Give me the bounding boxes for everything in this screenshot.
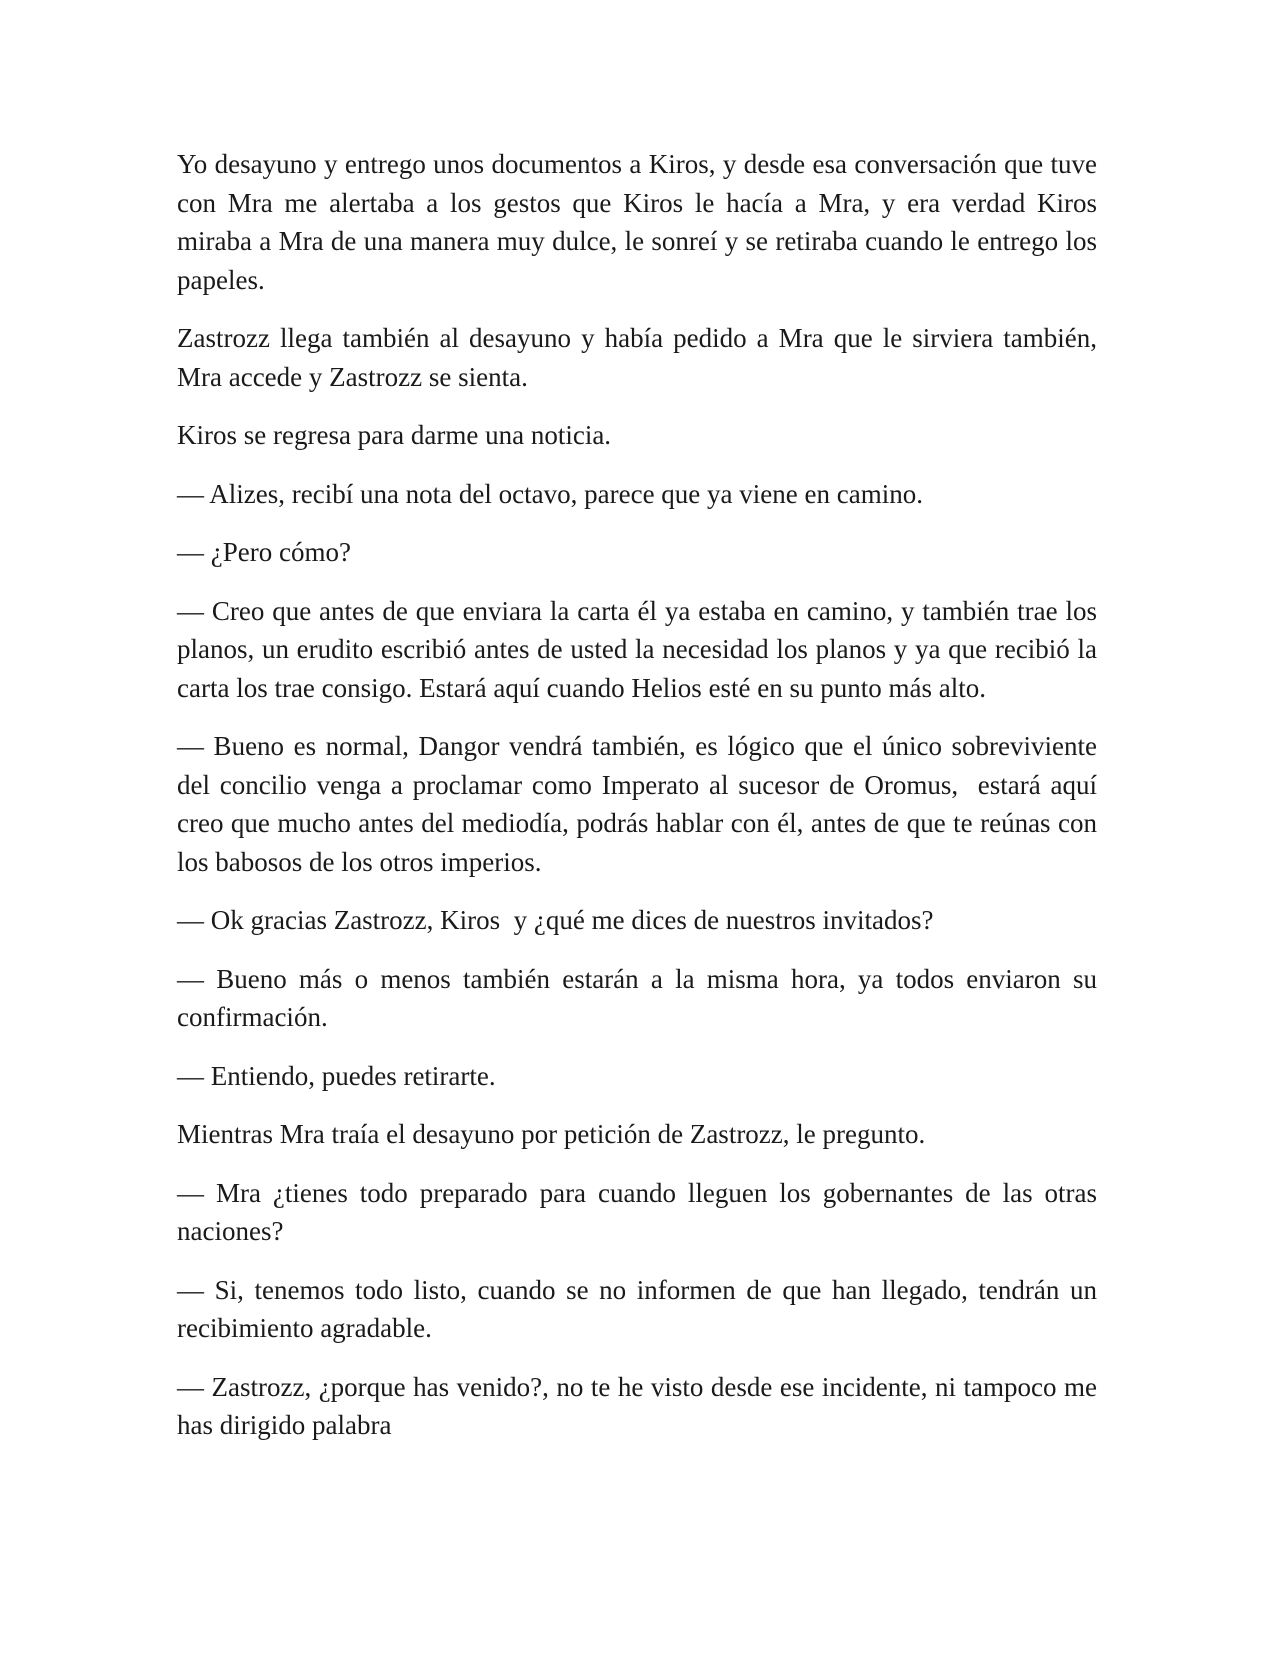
- dialogue-line: — Bueno más o menos también estarán a la misma hora, ya todos enviaron su confirmación.: [177, 963, 1104, 1032]
- dialogue-line: — Zastrozz, ¿porque has venido?, no te he visto desde ese incidente, ni tampoco me has dirigido palabra: [177, 1371, 1104, 1440]
- paragraph: Mientras Mra traía el desayuno por petición de Zastrozz, le pregunto.: [177, 1119, 926, 1149]
- dialogue-line: — Bueno es normal, Dangor vendrá también, es lógico que el único sobreviviente del concilio venga a proclamar como Imperato al sucesor de Oromus, estará aquí creo que mucho antes del mediodía, podrás hablar con él, antes de que te reúnas con los babosos de los otros imperios.: [177, 731, 1104, 877]
- dialogue-line: — Alizes, recibí una nota del octavo, parece que ya viene en camino.: [177, 478, 923, 509]
- dialogue-line: — Si, tenemos todo listo, cuando se no informen de que han llegado, tendrán un recibimiento agradable.: [177, 1274, 1104, 1343]
- dialogue-line: — Ok gracias Zastrozz, Kiros y ¿qué me dices de nuestros invitados?: [177, 905, 934, 935]
- dialogue-line: — Entiendo, puedes retirarte.: [177, 1060, 496, 1091]
- document-page: [177, 145, 1104, 1465]
- paragraph: Yo desayuno y entrego unos documentos a Kiros, y desde esa conversación que tuve con Mra me alertaba a los gestos que Kiros le hacía a Mra, y era verdad Kiros miraba a Mra de una manera muy dulce, le sonreí y se retiraba cuando le entrego los papeles.: [177, 149, 1104, 295]
- dialogue-line: — ¿Pero cómo?: [177, 537, 351, 567]
- paragraph: Kiros se regresa para darme una noticia.: [177, 420, 612, 450]
- paragraph: Zastrozz llega también al desayuno y había pedido a Mra que le sirviera también, Mra accede y Zastrozz se sienta.: [177, 323, 1104, 392]
- dialogue-line: — Creo que antes de que enviara la carta él ya estaba en camino, y también trae los planos, un erudito escribió antes de usted la necesidad los planos y ya que recibió la carta los trae consigo. Estará aquí cuando Helios esté en su punto más alto.: [177, 595, 1104, 703]
- dialogue-line: — Mra ¿tienes todo preparado para cuando lleguen los gobernantes de las otras naciones?: [177, 1177, 1104, 1246]
